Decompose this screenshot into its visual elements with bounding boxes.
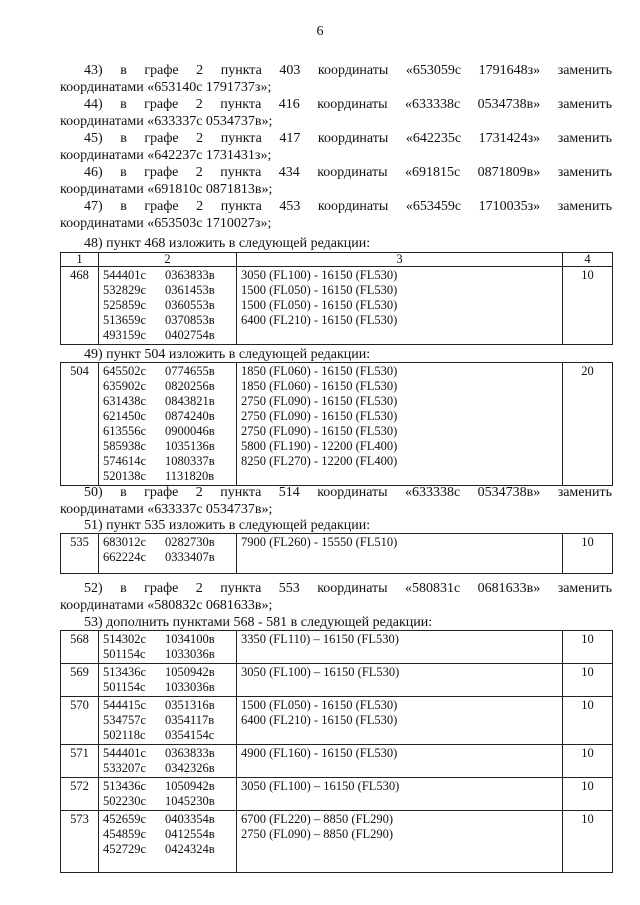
paragraph-46 [60,164,612,198]
coordinate-pair [103,746,232,761]
latitude: 501154с [103,680,146,694]
longitude: 1035136в [165,439,215,453]
latitude: 532829с [103,283,147,297]
item-number-cell: 569 [61,664,99,697]
altitude-cell [237,534,563,574]
latitude: 501154с [103,647,146,661]
coordinates-cell [99,745,237,778]
altitude-range: 3050 (FL100) – 16150 (FL530) [241,665,400,679]
latitude: 662224с [103,550,147,564]
longitude: 0874240в [165,409,215,423]
table-row [61,534,613,574]
longitude: 1033036в [165,680,215,694]
table-row [61,697,613,745]
column-header: 2 [99,253,237,267]
altitude-cell [237,267,563,345]
paragraph-line: 45) в графе 2 пункта 417 координаты «642235с 1731424з» заменить [84,131,612,146]
longitude: 0370853в [165,313,215,327]
latitude: 525859с [103,298,147,312]
paragraph-45 [60,130,612,164]
paragraph-line: 44) в графе 2 пункта 416 координаты «633338с 0534738в» заменить [84,97,612,112]
table-item-535 [60,533,613,574]
latitude: 544401с [103,746,147,760]
altitude-cell [237,631,563,664]
coordinate-pair [103,469,232,484]
altitude-range: 4900 (FL160) - 16150 (FL530) [241,746,398,760]
coordinate-pair [103,313,232,328]
latitude: 683012с [103,535,147,549]
table-row [61,745,613,778]
paragraph-line: 50) в графе 2 пункта 514 координаты «633338с 0534738в» заменить [84,485,612,500]
coordinates-cell [99,267,237,345]
page-number: 6 [316,24,324,39]
table-row [61,778,613,811]
longitude: 0820256в [165,379,215,393]
item-number-cell: 504 [61,363,99,486]
longitude: 0424324в [165,842,215,856]
latitude: 631438с [103,394,147,408]
longitude: 1033036в [165,647,215,661]
altitude-range: 6700 (FL220) – 8850 (FL290) [241,812,394,826]
longitude: 1034100в [165,632,215,646]
latitude: 621450с [103,409,147,423]
altitude-range: 3050 (FL100) - 16150 (FL530) [241,268,398,282]
longitude: 0342326в [165,761,215,775]
altitude-range: 1500 (FL050) - 16150 (FL530) [241,283,398,297]
coordinate-pair [103,394,232,409]
value-cell: 10 [563,664,613,697]
table-row [61,631,613,664]
table-row [61,811,613,873]
longitude: 1050942в [165,779,215,793]
paragraph-line: координатами «691810с 0871813в»; [60,182,273,197]
latitude: 514302с [103,632,147,646]
coordinate-pair [103,550,232,565]
longitude: 0333407в [165,550,215,564]
longitude: 0402754в [165,328,215,342]
coordinate-pair [103,665,232,680]
paragraph-line: координатами «642237с 1731431з»; [60,148,272,163]
longitude: 1050942в [165,665,215,679]
coordinates-cell [99,697,237,745]
paragraph-43 [60,62,612,96]
latitude: 452729с [103,842,147,856]
table-row [61,267,613,345]
value-cell: 10 [563,778,613,811]
coordinate-pair [103,842,232,857]
latitude: 574614с [103,454,147,468]
paragraph-line: 52) в графе 2 пункта 553 координаты «580831с 0681633в» заменить [84,581,612,596]
altitude-range: 6400 (FL210) - 16150 (FL530) [241,713,398,727]
value-cell: 20 [563,363,613,486]
coordinate-pair [103,647,232,662]
paragraph-48: 48) пункт 468 изложить в следующей редакции: [84,236,371,251]
value-cell: 10 [563,631,613,664]
paragraph-51: 51) пункт 535 изложить в следующей редакции: [84,518,371,533]
longitude: 0363833в [165,268,215,282]
altitude-range: 1500 (FL050) - 16150 (FL530) [241,698,398,712]
coordinate-pair [103,827,232,842]
altitude-cell [237,363,563,486]
latitude: 513436с [103,779,147,793]
altitude-range: 1500 (FL050) - 16150 (FL530) [241,298,398,312]
item-number-cell: 468 [61,267,99,345]
latitude: 520138с [103,469,147,483]
paragraph-49: 49) пункт 504 изложить в следующей редакции: [84,347,371,362]
latitude: 544415с [103,698,147,712]
paragraph-line: координатами «633337с 0534737в»; [60,114,273,129]
coordinate-pair [103,728,232,743]
value-cell: 10 [563,534,613,574]
paragraph-line: координатами «653140с 1791737з»; [60,80,272,95]
coordinates-cell [99,631,237,664]
value-cell: 10 [563,697,613,745]
latitude: 454859с [103,827,147,841]
longitude: 0774655в [165,364,215,378]
value-cell: 10 [563,811,613,873]
altitude-range: 6400 (FL210) - 16150 (FL530) [241,313,398,327]
latitude: 502118с [103,728,146,742]
table-item-468 [60,252,613,345]
latitude: 513659с [103,313,147,327]
item-number-cell: 572 [61,778,99,811]
longitude: 0354154с [165,728,215,742]
coordinate-pair [103,424,232,439]
coordinate-pair [103,698,232,713]
coordinate-pair [103,632,232,647]
column-header: 1 [61,253,99,267]
coordinates-cell [99,534,237,574]
value-cell: 10 [563,745,613,778]
table-item-504 [60,362,613,486]
latitude: 613556с [103,424,147,438]
altitude-cell [237,697,563,745]
latitude: 452659с [103,812,147,826]
coordinate-pair [103,409,232,424]
paragraph-52 [60,580,612,614]
column-header: 3 [237,253,563,267]
altitude-range: 3350 (FL110) – 16150 (FL530) [241,632,399,646]
latitude: 513436с [103,665,147,679]
longitude: 0363833в [165,746,215,760]
item-number-cell: 568 [61,631,99,664]
latitude: 544401с [103,268,147,282]
longitude: 1045230в [165,794,215,808]
coordinate-pair [103,535,232,550]
paragraph-line: 46) в графе 2 пункта 434 координаты «691815с 0871809в» заменить [84,165,612,180]
paragraph-44 [60,96,612,130]
item-number-cell: 535 [61,534,99,574]
paragraph-line: координатами «580832с 0681633в»; [60,598,273,613]
altitude-range: 2750 (FL090) - 16150 (FL530) [241,394,398,408]
paragraph-50 [60,484,612,518]
altitude-range: 5800 (FL190) - 12200 (FL400) [241,439,398,453]
coordinate-pair [103,779,232,794]
coordinate-pair [103,298,232,313]
coordinates-cell [99,811,237,873]
paragraph-line: 43) в графе 2 пункта 403 координаты «653059с 1791648з» заменить [84,63,612,78]
longitude: 0403354в [165,812,215,826]
coordinate-pair [103,713,232,728]
coordinate-pair [103,794,232,809]
coordinate-pair [103,439,232,454]
altitude-cell [237,811,563,873]
table-header-row [61,253,613,267]
table-items-568-581 [60,630,613,873]
paragraph-line: 47) в графе 2 пункта 453 координаты «653459с 1710035з» заменить [84,199,612,214]
longitude: 1080337в [165,454,215,468]
latitude: 502230с [103,794,147,808]
item-number-cell: 573 [61,811,99,873]
coordinates-cell [99,778,237,811]
coordinate-pair [103,268,232,283]
latitude: 585938с [103,439,147,453]
paragraph-line: координатами «633337с 0534737в»; [60,502,273,517]
coordinate-pair [103,283,232,298]
altitude-range: 1850 (FL060) - 16150 (FL530) [241,364,398,378]
altitude-range: 2750 (FL090) – 8850 (FL290) [241,827,394,841]
latitude: 645502с [103,364,147,378]
altitude-range: 3050 (FL100) – 16150 (FL530) [241,779,400,793]
latitude: 533207с [103,761,147,775]
coordinates-cell [99,363,237,486]
altitude-range: 7900 (FL260) - 15550 (FL510) [241,535,398,549]
coordinate-pair [103,379,232,394]
longitude: 0412554в [165,827,215,841]
altitude-range: 2750 (FL090) - 16150 (FL530) [241,409,398,423]
item-number-cell: 570 [61,697,99,745]
longitude: 0354117в [165,713,215,727]
coordinates-cell [99,664,237,697]
coordinate-pair [103,454,232,469]
coordinate-pair [103,328,232,343]
altitude-range: 2750 (FL090) - 16150 (FL530) [241,424,398,438]
latitude: 534757с [103,713,147,727]
longitude: 0360553в [165,298,215,312]
coordinate-pair [103,680,232,695]
latitude: 635902с [103,379,147,393]
longitude: 0282730в [165,535,215,549]
latitude: 493159с [103,328,147,342]
value-cell: 10 [563,267,613,345]
coordinate-pair [103,761,232,776]
table-row [61,363,613,486]
longitude: 0361453в [165,283,215,297]
longitude: 0900046в [165,424,215,438]
item-number-cell: 571 [61,745,99,778]
paragraph-53: 53) дополнить пунктами 568 - 581 в следующей редакции: [84,615,433,630]
coordinate-pair [103,812,232,827]
longitude: 0351316в [165,698,215,712]
altitude-cell [237,778,563,811]
coordinate-pair [103,364,232,379]
longitude: 0843821в [165,394,215,408]
altitude-cell [237,664,563,697]
column-header: 4 [563,253,613,267]
paragraph-47 [60,198,612,232]
paragraph-line: координатами «653503с 1710027з»; [60,216,272,231]
table-row [61,664,613,697]
altitude-range: 8250 (FL270) - 12200 (FL400) [241,454,398,468]
altitude-cell [237,745,563,778]
altitude-range: 1850 (FL060) - 16150 (FL530) [241,379,398,393]
longitude: 1131820в [165,469,215,483]
